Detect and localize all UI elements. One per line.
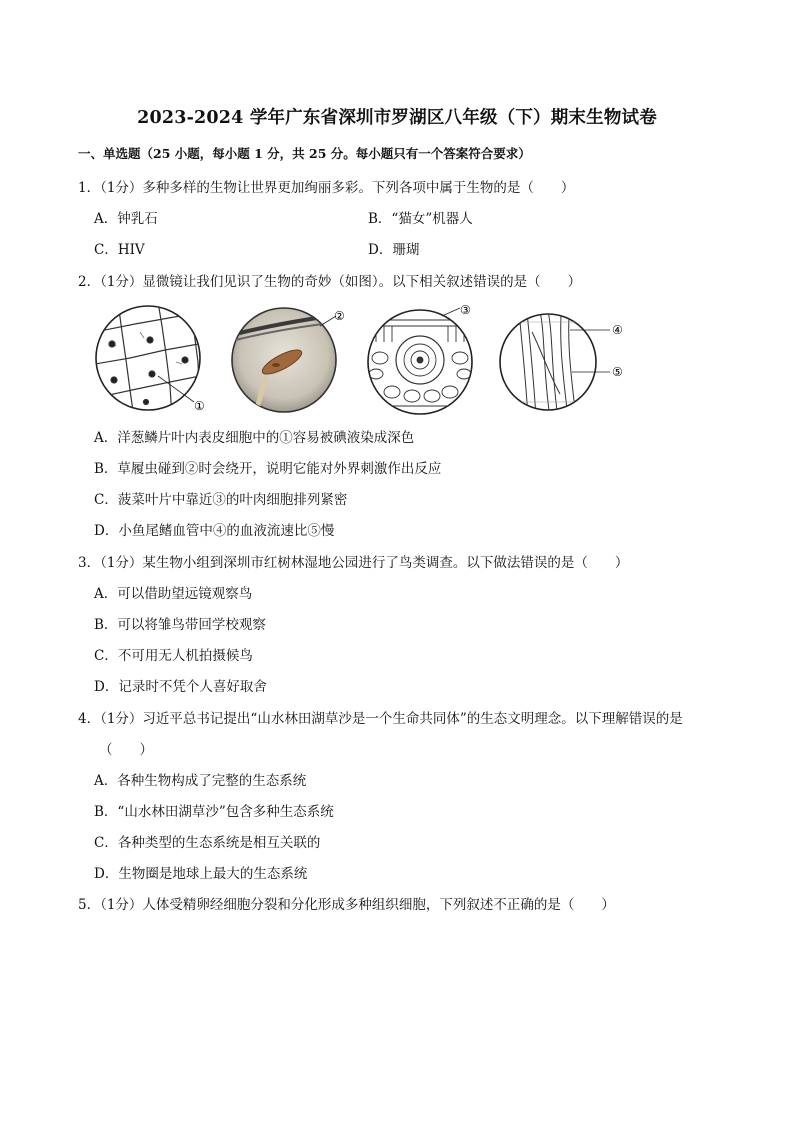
figure-mark-5: ⑤	[612, 365, 623, 379]
figure-mark-3: ③	[460, 303, 471, 317]
fish-fin-figure	[498, 302, 658, 418]
question-3-stem: 3．（1分）某生物小组到深圳市红树林湿地公园进行了鸟类调查。以下做法错误的是（ ）	[78, 555, 629, 571]
question-1-stem: 1．（1分）多种多样的生物让世界更加绚丽多彩。下列各项中属于生物的是（ ）	[78, 180, 575, 196]
question-2-stem: 2．（1分）显微镜让我们见识了生物的奇妙（如图）。以下相关叙述错误的是（ ）	[78, 274, 582, 290]
page-title: 2023-2024 学年广东省深圳市罗湖区八年级（下）期末生物试卷	[137, 108, 657, 128]
paramecium-figure	[228, 302, 358, 418]
figure-mark-2: ②	[334, 309, 345, 323]
question-1-option-d: D．珊瑚	[368, 242, 420, 258]
question-4-option-b: B．“山水林田湖草沙”包含多种生态系统	[94, 804, 334, 820]
question-5-stem: 5．（1分）人体受精卵经细胞分裂和分化形成多种组织细胞，下列叙述不正确的是（ ）	[78, 897, 615, 913]
question-4-stem: 4．（1分）习近平总书记提出“山水林田湖草沙是一个生命共同体”的生态文明理念。以下理解错误的是	[78, 711, 683, 727]
question-2-option-d: D．小鱼尾鳍血管中④的血液流速比⑤慢	[94, 523, 335, 539]
leaf-section-figure	[362, 302, 492, 418]
section-heading: 一、单选题（25 小题，每小题 1 分，共 25 分。每小题只有一个答案符合要求）	[78, 146, 531, 161]
question-2-option-c: C．菠菜叶片中靠近③的叶肉细胞排列紧密	[94, 492, 348, 508]
question-1-option-c: C．HIV	[94, 242, 145, 258]
microscope-figures	[90, 302, 730, 418]
question-4-option-a: A．各种生物构成了完整的生态系统	[94, 773, 307, 789]
question-3-option-c: C．不可用无人机拍摄候鸟	[94, 648, 253, 664]
question-3-option-d: D．记录时不凭个人喜好取舍	[94, 679, 267, 695]
figure-mark-1: ①	[194, 399, 205, 413]
question-1-option-b: B．“猫女”机器人	[368, 211, 473, 227]
onion-cell-figure	[90, 302, 220, 418]
question-2-option-a: A．洋葱鳞片叶内表皮细胞中的①容易被碘液染成深色	[94, 430, 415, 446]
question-4-option-c: C．各种类型的生态系统是相互关联的	[94, 835, 321, 851]
figure-mark-4: ④	[612, 323, 623, 337]
question-3-option-b: B．可以将雏鸟带回学校观察	[94, 617, 266, 633]
question-2-option-b: B．草履虫碰到②时会绕开，说明它能对外界刺激作出反应	[94, 461, 442, 477]
question-3-option-a: A．可以借助望远镜观察鸟	[94, 586, 253, 602]
question-4-stem-continued: （ ）	[99, 742, 153, 758]
question-1-option-a: A．钟乳石	[94, 211, 158, 227]
question-4-option-d: D．生物圈是地球上最大的生态系统	[94, 866, 308, 882]
